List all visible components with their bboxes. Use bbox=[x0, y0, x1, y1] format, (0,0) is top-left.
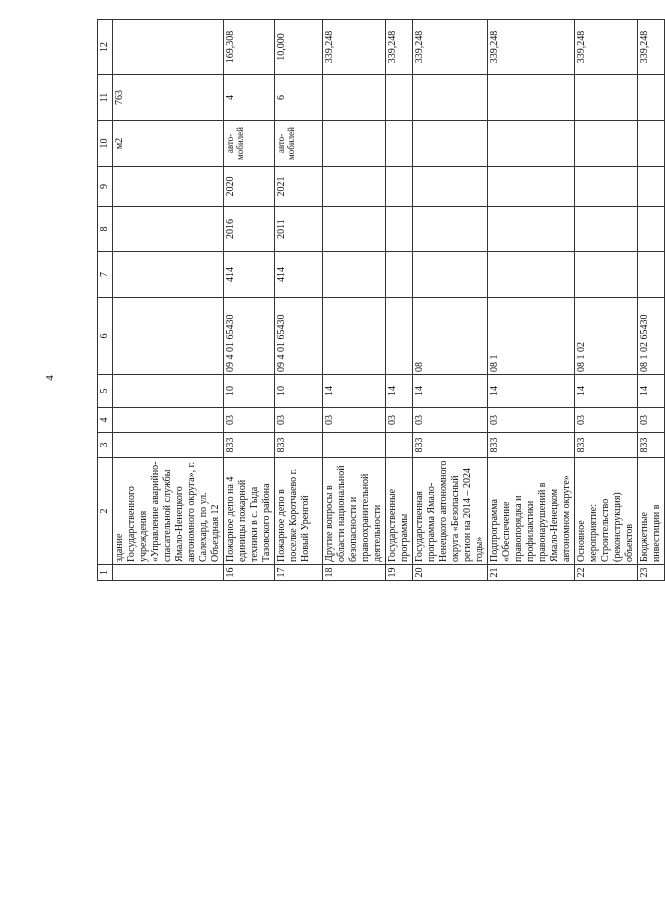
row-code-5: 14 bbox=[323, 375, 386, 408]
row-code-4: 03 bbox=[275, 408, 323, 433]
row-year-end bbox=[413, 167, 488, 207]
row-year-start bbox=[323, 207, 386, 252]
row-code-3: 833 bbox=[488, 433, 575, 458]
row-code-7 bbox=[638, 252, 665, 298]
row-code-7 bbox=[323, 252, 386, 298]
row-code-6: 08 1 02 bbox=[575, 298, 638, 375]
header-row bbox=[98, 20, 113, 581]
table-row bbox=[638, 20, 665, 581]
row-code-5: 14 bbox=[386, 375, 413, 408]
row-code-7 bbox=[575, 252, 638, 298]
row-capacity: 763 bbox=[113, 75, 224, 121]
row-year-end: 2021 bbox=[275, 167, 323, 207]
page-number: 4 bbox=[44, 375, 56, 381]
row-year-start: 2011 bbox=[275, 207, 323, 252]
row-code-7 bbox=[413, 252, 488, 298]
row-code-3 bbox=[386, 433, 413, 458]
row-number: 23 bbox=[638, 565, 665, 581]
row-code-7: 414 bbox=[224, 252, 275, 298]
row-code-3: 833 bbox=[638, 433, 665, 458]
row-year-start bbox=[386, 207, 413, 252]
row-amount: 339,248 bbox=[323, 20, 386, 75]
row-unit bbox=[386, 121, 413, 167]
budget-table bbox=[97, 19, 665, 581]
row-year-start bbox=[413, 207, 488, 252]
rotated-table-area bbox=[97, 20, 662, 581]
row-capacity: 4 bbox=[224, 75, 275, 121]
table-row bbox=[275, 20, 323, 581]
row-year-start bbox=[575, 207, 638, 252]
row-code-4: 03 bbox=[413, 408, 488, 433]
row-code-3: 833 bbox=[275, 433, 323, 458]
row-unit bbox=[488, 121, 575, 167]
row-code-5 bbox=[113, 375, 224, 408]
row-number: 18 bbox=[323, 565, 386, 581]
row-capacity bbox=[386, 75, 413, 121]
row-code-3 bbox=[323, 433, 386, 458]
row-amount: 10,000 bbox=[275, 20, 323, 75]
row-code-6 bbox=[113, 298, 224, 375]
row-number: 19 bbox=[386, 565, 413, 581]
row-code-4: 03 bbox=[488, 408, 575, 433]
row-year-end bbox=[575, 167, 638, 207]
row-number: 20 bbox=[413, 565, 488, 581]
header-cell: 5 bbox=[98, 375, 113, 408]
row-number bbox=[113, 565, 224, 581]
row-code-4: 03 bbox=[323, 408, 386, 433]
header-cell: 7 bbox=[98, 252, 113, 298]
row-unit bbox=[413, 121, 488, 167]
row-capacity bbox=[323, 75, 386, 121]
row-year-end bbox=[488, 167, 575, 207]
table-row bbox=[413, 20, 488, 581]
row-year-start: 2016 bbox=[224, 207, 275, 252]
table-row bbox=[323, 20, 386, 581]
row-code-4: 03 bbox=[386, 408, 413, 433]
row-unit bbox=[638, 121, 665, 167]
header-cell: 10 bbox=[98, 121, 113, 167]
row-name: здание Государственного учреждения «Управление аварийно-спасательной службы Ямало-Ненецкого автономного округа», г. Салехард, по ул. Объездная 12 bbox=[113, 458, 224, 565]
header-cell: 6 bbox=[98, 298, 113, 375]
row-capacity bbox=[413, 75, 488, 121]
row-capacity bbox=[575, 75, 638, 121]
row-code-5: 14 bbox=[575, 375, 638, 408]
row-year-start bbox=[113, 207, 224, 252]
row-unit: авто-мобилей bbox=[275, 121, 323, 167]
header-cell: 11 bbox=[98, 75, 113, 121]
row-number: 21 bbox=[488, 565, 575, 581]
row-name: Государственные программы bbox=[386, 458, 413, 565]
row-code-7 bbox=[488, 252, 575, 298]
row-code-4 bbox=[113, 408, 224, 433]
row-name: Пожарное депо в поселке Коротчаево г. Новый Уренгой bbox=[275, 458, 323, 565]
row-code-6 bbox=[323, 298, 386, 375]
header-cell: 12 bbox=[98, 20, 113, 75]
row-code-4: 03 bbox=[638, 408, 665, 433]
row-amount: 339,248 bbox=[575, 20, 638, 75]
row-code-6: 09 4 01 65430 bbox=[275, 298, 323, 375]
row-code-7: 414 bbox=[275, 252, 323, 298]
row-capacity: 6 bbox=[275, 75, 323, 121]
header-cell: 3 bbox=[98, 433, 113, 458]
row-year-end bbox=[638, 167, 665, 207]
row-code-6: 08 1 bbox=[488, 298, 575, 375]
row-code-5: 10 bbox=[224, 375, 275, 408]
row-code-4: 03 bbox=[224, 408, 275, 433]
row-name: Бюджетные инвестиции в bbox=[638, 458, 665, 565]
row-name: Другие вопросы в области национальной безопасности и правоохранительной деятельности bbox=[323, 458, 386, 565]
row-code-6: 08 1 02 65430 bbox=[638, 298, 665, 375]
row-year-start bbox=[488, 207, 575, 252]
table-row bbox=[113, 20, 224, 581]
row-number: 16 bbox=[224, 565, 275, 581]
row-amount bbox=[113, 20, 224, 75]
row-number: 22 bbox=[575, 565, 638, 581]
table-row bbox=[386, 20, 413, 581]
table-container bbox=[97, 20, 662, 581]
row-code-5: 14 bbox=[488, 375, 575, 408]
header-cell: 9 bbox=[98, 167, 113, 207]
header-cell: 1 bbox=[98, 565, 113, 581]
row-year-end bbox=[113, 167, 224, 207]
row-code-7 bbox=[386, 252, 413, 298]
row-unit: авто-мобилей bbox=[224, 121, 275, 167]
row-code-6: 09 4 01 65430 bbox=[224, 298, 275, 375]
header-cell: 8 bbox=[98, 207, 113, 252]
row-name: Государственная программа Ямало-Ненецкого автономного округа «Безопасный регион на 2014 – 2024 годы» bbox=[413, 458, 488, 565]
row-code-6: 08 bbox=[413, 298, 488, 375]
row-year-end bbox=[386, 167, 413, 207]
row-amount: 339,248 bbox=[386, 20, 413, 75]
row-capacity bbox=[488, 75, 575, 121]
row-code-5: 14 bbox=[413, 375, 488, 408]
row-code-5: 14 bbox=[638, 375, 665, 408]
row-capacity bbox=[638, 75, 665, 121]
row-name: Основное мероприятие: Строительство (реконструкция) объектов bbox=[575, 458, 638, 565]
row-amount: 339,248 bbox=[413, 20, 488, 75]
row-unit bbox=[575, 121, 638, 167]
row-code-3: 833 bbox=[413, 433, 488, 458]
row-name: Пожарное депо на 4 единицы пожарной техники в с. Гыда Тазовского района bbox=[224, 458, 275, 565]
row-code-3: 833 bbox=[575, 433, 638, 458]
row-amount: 339,248 bbox=[488, 20, 575, 75]
row-amount: 339,248 bbox=[638, 20, 665, 75]
header-cell: 4 bbox=[98, 408, 113, 433]
row-amount: 169,308 bbox=[224, 20, 275, 75]
row-unit bbox=[323, 121, 386, 167]
row-code-3: 833 bbox=[224, 433, 275, 458]
row-code-4: 03 bbox=[575, 408, 638, 433]
table-row bbox=[575, 20, 638, 581]
row-code-7 bbox=[113, 252, 224, 298]
table-row bbox=[224, 20, 275, 581]
row-number: 17 bbox=[275, 565, 323, 581]
row-name: Подпрограмма «Обеспечение правопорядка и профилактики правонарушений в Ямало-Ненецком автономном округе» bbox=[488, 458, 575, 565]
row-year-end bbox=[323, 167, 386, 207]
row-code-5: 10 bbox=[275, 375, 323, 408]
header-cell: 2 bbox=[98, 458, 113, 565]
row-code-3 bbox=[113, 433, 224, 458]
table-row bbox=[488, 20, 575, 581]
row-unit: м2 bbox=[113, 121, 224, 167]
row-year-end: 2020 bbox=[224, 167, 275, 207]
row-code-6 bbox=[386, 298, 413, 375]
row-year-start bbox=[638, 207, 665, 252]
